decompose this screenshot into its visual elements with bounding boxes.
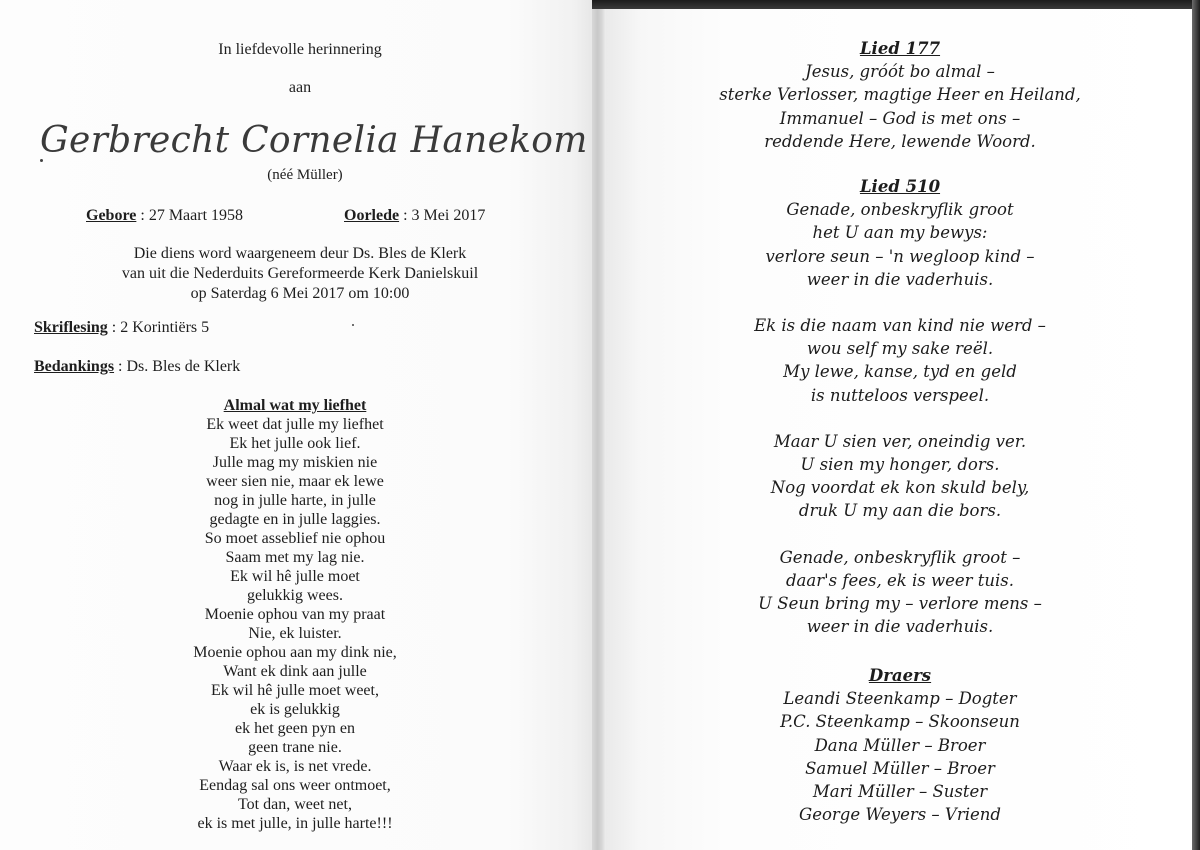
memory-line: In liefdevolle herinnering — [218, 41, 382, 58]
born-colon: : — [136, 207, 149, 224]
bearer-line: Dana Müller – Broer — [814, 735, 986, 755]
hymn-line: Maar U sien ver, oneindig ver. — [773, 431, 1027, 451]
stanza-gap — [660, 291, 1140, 314]
poem-title: Almal wat my liefhet — [223, 397, 367, 414]
died-row — [344, 206, 485, 225]
hymn-510 — [660, 175, 1140, 638]
poem-line: Nie, ek luister. — [248, 625, 342, 642]
died-date: 3 Mei 2017 — [411, 207, 486, 224]
poem-line: gelukkig wees. — [247, 587, 343, 604]
bearers — [660, 664, 1140, 826]
page-gutter — [592, 0, 606, 850]
thanks-row — [34, 357, 240, 376]
bearer-line: Samuel Müller – Broer — [805, 758, 995, 778]
hymn-line: weer in die vaderhuis. — [806, 269, 994, 289]
hymn-line: Nog voordat ek kon skuld bely, — [770, 478, 1030, 498]
hymn-line: verlore seun – 'n wegloop kind – — [765, 246, 1035, 266]
poem-line: nog in julle harte, in julle — [214, 492, 376, 509]
deceased-name: Gerbrecht Cornelia Hanekom — [40, 120, 588, 161]
reading-value: 2 Korintiërs 5 — [120, 319, 210, 336]
hymn-177 — [660, 37, 1140, 153]
poem — [130, 396, 460, 833]
scan-speck — [352, 324, 354, 326]
poem-line: Julle mag my miskien nie — [212, 454, 378, 471]
thanks-label: Bedankings — [34, 358, 115, 375]
hymn-line: daar's fees, ek is weer tuis. — [786, 570, 1014, 590]
born-date: 27 Maart 1958 — [148, 207, 244, 224]
hymn-line: reddende Here, lewende Woord. — [764, 131, 1036, 151]
poem-line: Moenie ophou van my praat — [204, 606, 386, 623]
poem-line: gedagte en in julle laggies. — [209, 511, 381, 528]
hymn-line: Genade, onbeskryflik groot — [786, 200, 1014, 220]
born-label: Gebore — [86, 207, 137, 224]
poem-line: ek het geen pyn en — [235, 720, 355, 737]
poem-line: Want ek dink aan julle — [223, 663, 367, 680]
poem-line: Ek het julle ook lief. — [229, 435, 361, 452]
hymn-line: Immanuel – God is met ons – — [779, 108, 1021, 128]
reading-label: Skriflesing — [34, 319, 108, 336]
hymn-line: sterke Verlosser, magtige Heer en Heiland, — [719, 85, 1081, 105]
hymn-line: het U aan my bewys: — [812, 223, 988, 243]
poem-line: Moenie ophou aan my dink nie, — [193, 644, 397, 661]
scan-right-edge — [1192, 0, 1200, 850]
service-line: Die diens word waargeneem deur Ds. Bles de Klerk — [133, 245, 467, 262]
born-row — [86, 206, 243, 225]
scan-top-edge — [592, 0, 1200, 9]
stanza-gap — [660, 407, 1140, 430]
reading-row — [34, 318, 209, 337]
bearer-line: Mari Müller – Suster — [812, 782, 988, 802]
aan-line: aan — [288, 79, 312, 96]
hymn-line: U Seun bring my – verlore mens – — [758, 594, 1042, 614]
hymn-line: druk U my aan die bors. — [798, 501, 1002, 521]
died-colon: : — [399, 207, 412, 224]
hymn-510-title: Lied 510 — [859, 177, 941, 196]
poem-line: So moet asseblief nie ophou — [204, 530, 386, 547]
service-details — [40, 244, 560, 304]
hymn-line: U sien my honger, dors. — [800, 455, 1000, 475]
bearer-line: P.C. Steenkamp – Skoonseun — [780, 712, 1020, 732]
hymn-line: Genade, onbeskryflik groot – — [779, 547, 1021, 567]
poem-line: ek is gelukkig — [250, 701, 340, 718]
poem-line: Waar ek is, is net vrede. — [218, 758, 372, 775]
died-label: Oorlede — [344, 207, 400, 224]
hymn-line: Jesus, gróót bo almal – — [805, 62, 995, 82]
reading-colon: : — [107, 319, 121, 336]
thanks-value: Ds. Bles de Klerk — [126, 358, 241, 375]
hymn-line: My lewe, kanse, tyd en geld — [783, 362, 1017, 382]
poem-line: Eendag sal ons weer ontmoet, — [199, 777, 391, 794]
bearers-title: Draers — [868, 666, 932, 685]
poem-line: weer sien nie, maar ek lewe — [206, 473, 384, 490]
service-line: van uit die Nederduits Gereformeerde Kerk Danielskuil — [121, 265, 479, 282]
hymn-line: weer in die vaderhuis. — [806, 617, 994, 637]
bearer-line: George Weyers – Vriend — [799, 805, 1001, 825]
service-line: op Saterdag 6 Mei 2017 om 10:00 — [190, 285, 410, 302]
poem-line: geen trane nie. — [248, 739, 342, 756]
poem-line: ek is met julle, in julle harte!!! — [197, 815, 393, 832]
poem-line: Ek wil hê julle moet — [230, 568, 360, 585]
maiden-name: (néé Müller) — [267, 167, 343, 183]
poem-line: Ek weet dat julle my liefhet — [206, 416, 384, 433]
hymn-177-title: Lied 177 — [859, 39, 941, 58]
stanza-gap — [660, 523, 1140, 546]
hymn-line: Ek is die naam van kind nie werd – — [754, 316, 1046, 336]
hymn-line: wou self my sake reël. — [806, 339, 994, 359]
poem-line: Saam met my lag nie. — [225, 549, 365, 566]
bearer-line: Leandi Steenkamp – Dogter — [783, 689, 1017, 709]
poem-line: Tot dan, weet net, — [238, 796, 352, 813]
thanks-colon: : — [114, 358, 127, 375]
poem-line: Ek wil hê julle moet weet, — [211, 682, 379, 699]
hymn-line: is nutteloos verspeel. — [810, 385, 990, 405]
